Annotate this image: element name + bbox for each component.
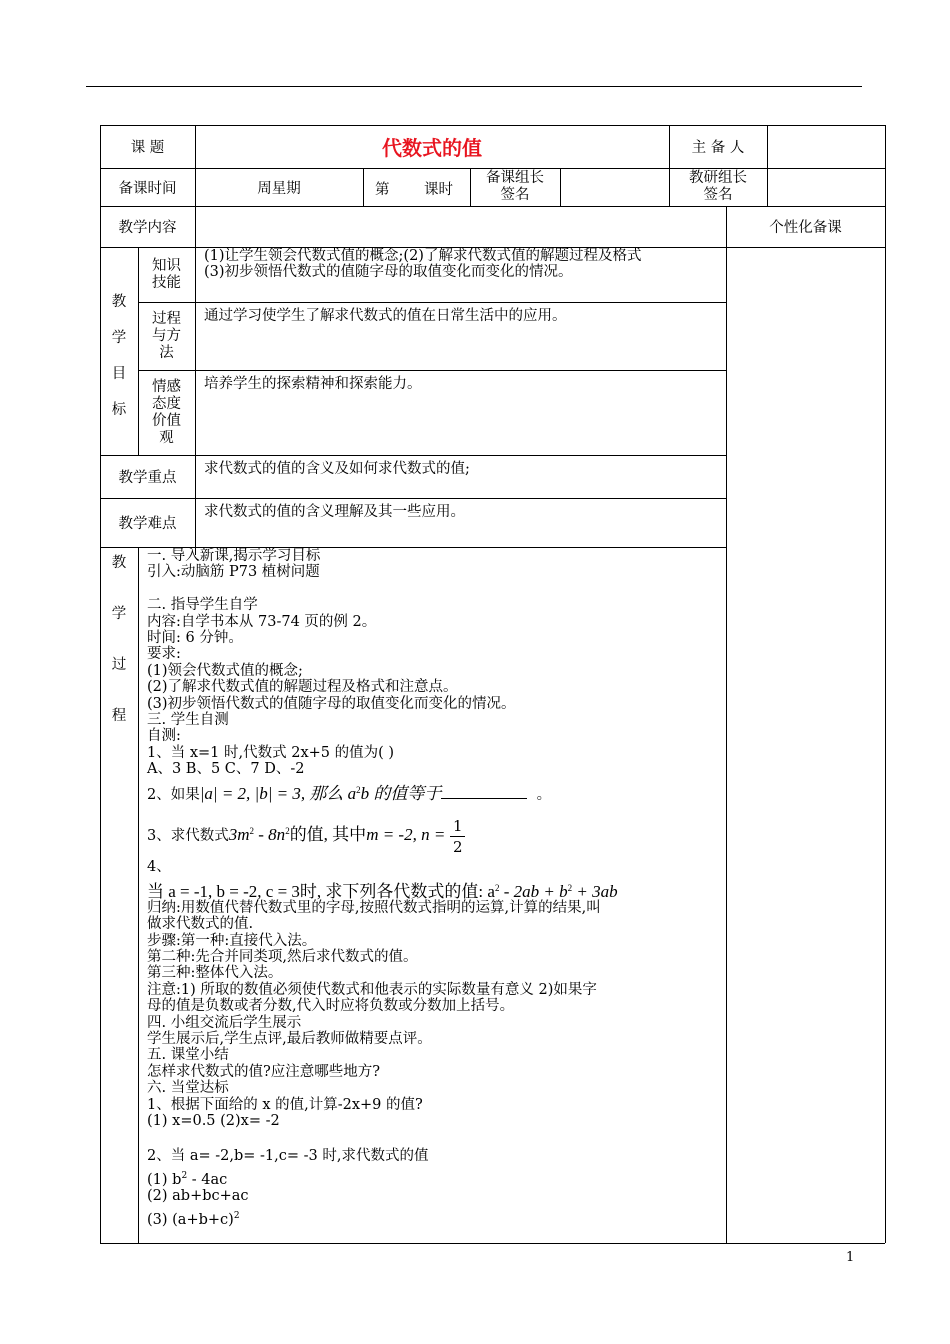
col-line (363, 168, 364, 206)
prep-time-label: 备课时间 (118, 180, 177, 197)
text-line: 1、当 x=1 时,代数式 2x+5 的值为( ) (147, 744, 395, 761)
text-line: 1、根据下面给的 x 的值,计算-2x+9 的值? (147, 1096, 423, 1113)
text-line: 二. 指导学生自学 (147, 597, 258, 614)
text-line: 学生展示后,学生点评,最后教师做精要点评。 (147, 1030, 432, 1047)
teaching-process-content (147, 548, 723, 1226)
table-border-bottom (100, 1243, 885, 1244)
emotion-label: 情感 态度 价值 观 (152, 378, 181, 446)
text-line: 自测: (147, 728, 181, 745)
content-label: 教学内容 (118, 220, 177, 236)
col-line (560, 168, 561, 206)
process-label: 过程 与方 法 (152, 310, 181, 361)
research-leader-label: 教研组长 签名 (689, 170, 747, 203)
question-3: 3、求代数式$3m^2 - 8n^2$的值, 其中m = -2, n = $\frac{1}{2}$ (147, 807, 723, 855)
text-line: 步骤:第一种:直接代入法。 (147, 932, 317, 949)
page-number: 1 (846, 1250, 855, 1265)
text-line: A、3 B、5 C、7 D、-2 (147, 761, 305, 778)
col-line (726, 206, 727, 1243)
knowledge-label: 知识 技能 (152, 257, 181, 291)
difficulty-label: 教学难点 (118, 516, 177, 532)
text-line: 三. 学生自测 (147, 711, 229, 728)
text-line: 注意:1) 所取的数值必须使代数式和他表示的实际数量有意义 2)如果字 (147, 981, 597, 998)
question-2: 2、如果|a| = 2, |b| = 3, 那么 $a^2b$ 的值等于 。 (147, 784, 552, 804)
text-line: 要求: (147, 646, 181, 663)
goals-label: 教 学 目 标 (111, 294, 127, 418)
text-line: 怎样求代数式的值?应注意哪些地方? (147, 1063, 381, 1080)
key-point-label: 教学重点 (118, 470, 177, 486)
text-line: (1) x=0.5 (2)x= -2 (147, 1112, 280, 1129)
exercise-2-1: (1) $b^2 - 4ac$ (147, 1170, 228, 1188)
text-line: 一. 导入新课,揭示学习目标 (147, 548, 321, 564)
lesson-title: 代数式的值 (382, 136, 482, 160)
text-line: 2、当 a= -2,b= -1,c= -3 时,求代数式的值 (147, 1147, 429, 1164)
table-border-right (885, 125, 886, 1243)
text-line: (2) ab+bc+ac (147, 1187, 249, 1204)
text-line: 时间: 6 分钟。 (147, 629, 243, 646)
emotion-text: 培养学生的探索精神和探索能力。 (204, 376, 422, 392)
text-line: 归纳:用数值代替代数式里的字母,按照代数式指明的运算,计算的结果,叫 (147, 899, 601, 916)
text-line: 做求代数式的值. (147, 916, 254, 933)
text-line (147, 1129, 723, 1145)
exercise-2-3: (3) $(a+b+c)^2$ (147, 1210, 240, 1228)
text-line: 六. 当堂达标 (147, 1080, 229, 1097)
text-line: (3)初步领悟代数式的值随字母的取值变化而变化的情况。 (147, 695, 516, 712)
text-line: 第三种:整体代入法。 (147, 965, 283, 982)
text-line: 引入:动脑筋 P73 植树问题 (147, 564, 320, 581)
personal-prep-label: 个性化备课 (769, 220, 842, 236)
text-line: (1)领会代数式值的概念; (147, 662, 303, 679)
header-rule (86, 86, 862, 87)
text-line: 第二种:先合并同类项,然后求代数式的值。 (147, 949, 418, 966)
difficulty-text: 求代数式的值的含义理解及其一些应用。 (204, 504, 465, 520)
text-line: 4、 (147, 859, 171, 876)
row-line (138, 302, 726, 303)
text-line: 五. 课堂小结 (147, 1047, 229, 1064)
knowledge-text: (1)让学生领会代数式值的概念;(2)了解求代数式值的解题过程及格式 (3)初步领悟代数式的值随字母的取值变化而变化的情况。 (204, 248, 642, 280)
text-line: 四. 小组交流后学生展示 (147, 1014, 302, 1031)
group-leader-label: 备课组长 签名 (486, 170, 544, 203)
owner-label: 主 备 人 (691, 140, 745, 156)
col-line (195, 206, 196, 555)
row-line (138, 370, 726, 371)
col-line (767, 168, 768, 206)
text-line (147, 581, 723, 597)
answer-blank (441, 786, 527, 799)
lesson-unit-label: 课时 (424, 182, 453, 198)
process-text: 通过学习使学生了解求代数式的值在日常生活中的应用。 (204, 308, 567, 324)
col-line (767, 125, 768, 168)
text-line: (2)了解求代数式值的解题过程及格式和注意点。 (147, 679, 458, 696)
text-line: 内容:自学书本从 73-74 页的例 2。 (147, 613, 377, 630)
subject-label: 课 题 (130, 140, 165, 156)
question-4: 当 a = -1, b = -2, c = 3时, 求下列各代数式的值: $a^2 - 2ab + b^2 + 3ab$ (147, 881, 618, 901)
weekday-label: 周星期 (257, 180, 301, 197)
lesson-no-label: 第 (375, 182, 390, 198)
text-line: 母的值是负数或者分数,代入时应将负数或分数加上括号。 (147, 998, 515, 1015)
fraction: $\frac{1}{2}$ (450, 816, 466, 857)
teaching-process-label: 教 学 过 程 (111, 555, 127, 724)
col-line (138, 547, 139, 1243)
key-point-text: 求代数式的值的含义及如何求代数式的值; (204, 461, 470, 477)
